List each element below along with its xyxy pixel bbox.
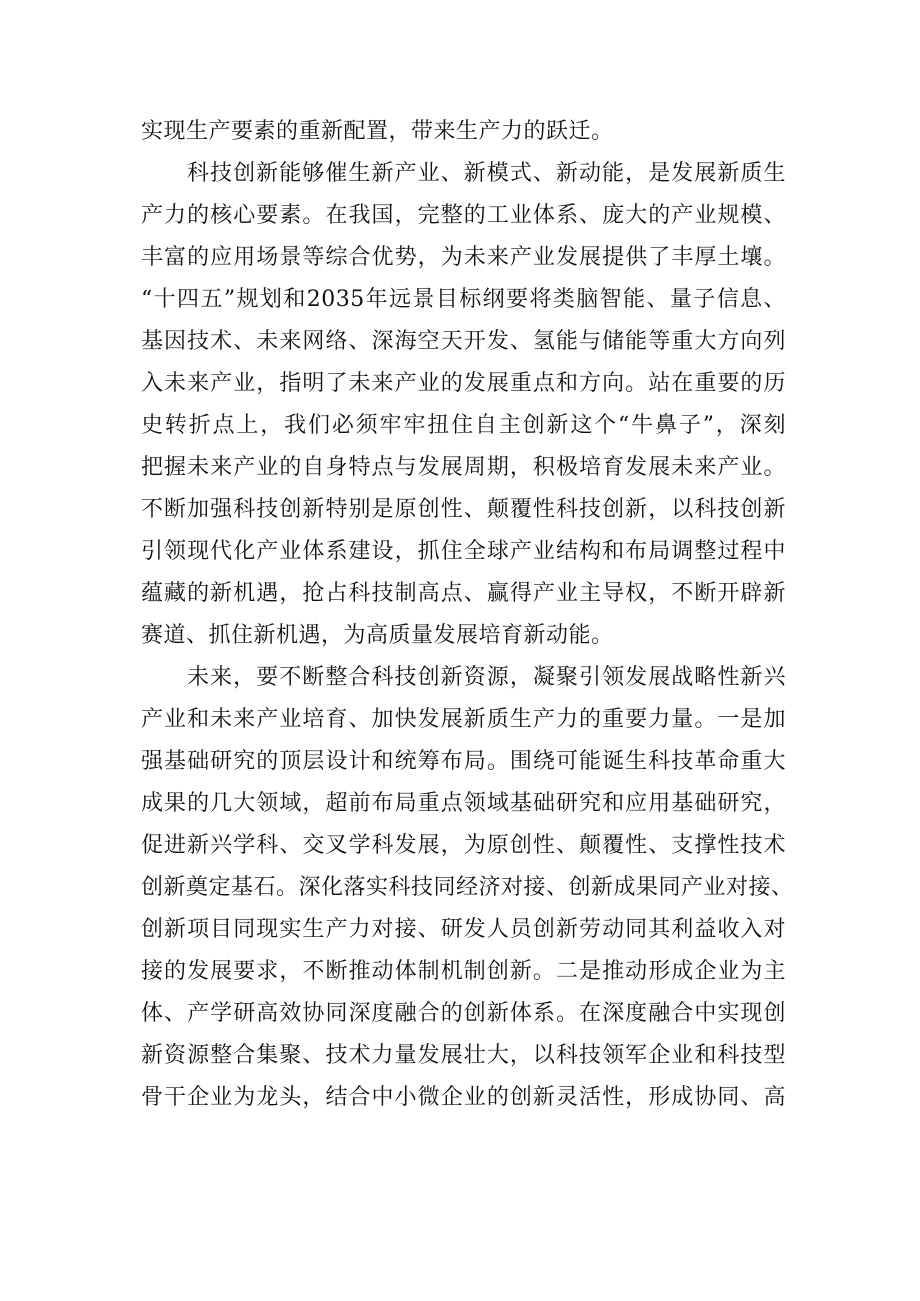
body-text [141, 111, 794, 1119]
text-line: 成果的几大领域，超前布局重点领域基础研究和应用基础研究， [141, 791, 786, 816]
text-line: 实现生产要素的重新配置，带来生产力的跃迁。 [141, 119, 614, 144]
text-line: 史转折点上，我们必须牢牢扭住自主创新这个“牛鼻子”，深刻 [141, 413, 786, 438]
text-line: 把握未来产业的自身特点与发展周期，积极培育发展未来产业。 [141, 455, 786, 480]
text-line: 不断加强科技创新特别是原创性、颠覆性科技创新，以科技创新 [141, 497, 786, 522]
text-line: 赛道、抓住新机遇，为高质量发展培育新动能。 [141, 623, 614, 648]
text-line: 产力的核心要素。在我国，完整的工业体系、庞大的产业规模、 [141, 203, 786, 228]
text-line: 基因技术、未来网络、深海空天开发、氢能与储能等重大方向列 [141, 329, 786, 354]
text-line: 科技创新能够催生新产业、新模式、新动能，是发展新质生 [187, 161, 786, 186]
text-line: 入未来产业，指明了未来产业的发展重点和方向。站在重要的历 [141, 371, 786, 396]
text-line: 骨干企业为龙头，结合中小微企业的创新灵活性，形成协同、高 [141, 1085, 786, 1110]
text-line: 体、产学研高效协同深度融合的创新体系。在深度融合中实现创 [141, 1001, 786, 1026]
text-line: 创新项目同现实生产力对接、研发人员创新劳动同其利益收入对 [141, 917, 786, 942]
text-line: 新资源整合集聚、技术力量发展壮大，以科技领军企业和科技型 [141, 1043, 786, 1068]
text-line: 促进新兴学科、交叉学科发展，为原创性、颠覆性、支撑性技术 [141, 833, 786, 858]
text-line: 引领现代化产业体系建设，抓住全球产业结构和布局调整过程中 [141, 539, 786, 564]
text-line: 强基础研究的顶层设计和统筹布局。围绕可能诞生科技革命重大 [141, 749, 786, 774]
text-line: 未来，要不断整合科技创新资源，凝聚引领发展战略性新兴 [187, 665, 786, 690]
text-line: 接的发展要求，不断推动体制机制创新。二是推动形成企业为主 [141, 959, 786, 984]
text-line: “十四五”规划和2035年远景目标纲要将类脑智能、量子信息、 [141, 287, 786, 312]
text-line: 产业和未来产业培育、加快发展新质生产力的重要力量。一是加 [141, 707, 786, 732]
text-line: 丰富的应用场景等综合优势，为未来产业发展提供了丰厚土壤。 [141, 245, 786, 270]
text-line: 创新奠定基石。深化落实科技同经济对接、创新成果同产业对接、 [141, 875, 794, 900]
text-line: 蕴藏的新机遇，抢占科技制高点、赢得产业主导权，不断开辟新 [141, 581, 786, 606]
